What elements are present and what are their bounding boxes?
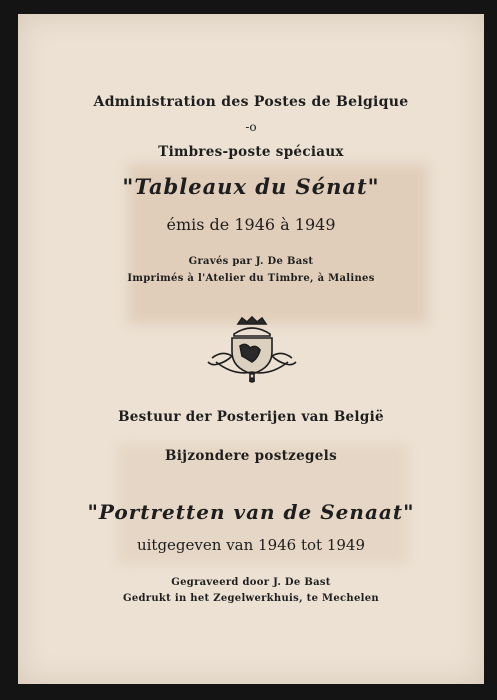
dutch-series-title: "Portretten van de Senaat" bbox=[87, 500, 415, 524]
dutch-subtitle: Bijzondere postzegels bbox=[165, 448, 337, 464]
document-card bbox=[18, 14, 484, 684]
separator-ornament: -o bbox=[245, 120, 257, 134]
belgian-coat-of-arms-icon bbox=[204, 316, 300, 384]
french-administration-heading: Administration des Postes de Belgique bbox=[93, 94, 409, 110]
dutch-printer-credit: Gedrukt in het Zegelwerkhuis, te Mechelen bbox=[122, 593, 379, 604]
french-issue-dates: émis de 1946 à 1949 bbox=[166, 215, 336, 234]
french-printer-credit: Imprimés à l'Atelier du Timbre, à Malines bbox=[127, 273, 375, 284]
french-subtitle: Timbres-poste spéciaux bbox=[158, 144, 344, 160]
dutch-engraver-credit: Gegraveerd door J. De Bast bbox=[171, 577, 331, 588]
dutch-issue-dates: uitgegeven van 1946 tot 1949 bbox=[136, 536, 366, 554]
dutch-administration-heading: Bestuur der Posterijen van België bbox=[118, 409, 384, 425]
french-engraver-credit: Gravés par J. De Bast bbox=[188, 256, 314, 267]
french-series-title: "Tableaux du Sénat" bbox=[122, 174, 380, 199]
